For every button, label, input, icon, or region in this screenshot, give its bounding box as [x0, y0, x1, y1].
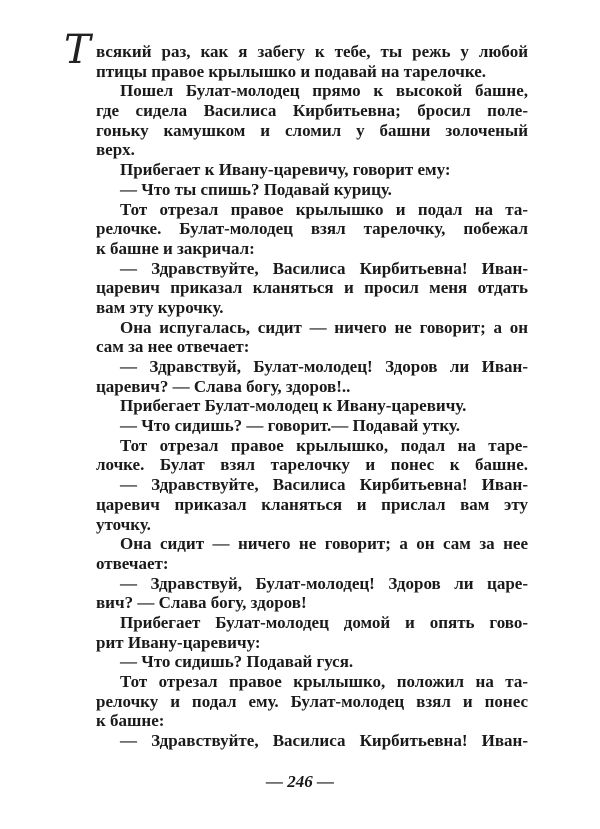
text-line: к башне: — [96, 711, 165, 731]
text-line: птицы правое крылышко и подавай на тарелочке. — [96, 61, 487, 81]
text-line: Тот отрезал правое крылышко, подал на таре- — [120, 435, 528, 455]
text-line: Она испугалась, сидит — ничего не говорит; а он — [120, 317, 528, 337]
text-line: — Здравствуй, Булат-молодец! Здоров ли царе- — [120, 573, 528, 593]
text-line: где сидела Василиса Кирбитьевна; бросил поле- — [96, 101, 528, 121]
text-line: царевич приказал кланяться и прислал вам эту — [96, 494, 528, 514]
text-line: — Здравствуй, Булат-молодец! Здоров ли Иван- — [120, 357, 528, 376]
text-line: царевич? — Слава богу, здоров!.. — [96, 376, 351, 396]
text-line: Тот отрезал правое крылышко, положил на та- — [120, 672, 528, 691]
text-line: Прибегает Булат-молодец домой и опять гово- — [120, 612, 528, 632]
text-line: — Здравствуйте, Василиса Кирбитьевна! Иван- — [120, 731, 528, 751]
text-line: сам за нее отвечает: — [96, 337, 250, 357]
text-line: верх. — [96, 140, 135, 160]
text-line: лочке. Булат взял тарелочку и понес к башне. — [96, 455, 528, 475]
text-line: — Что сидишь? — говорит.— Подавай утку. — [120, 416, 460, 436]
text-line: гоньку камушком и сломил у башни золоченый — [96, 120, 528, 140]
text-line: к башне и закричал: — [96, 238, 255, 258]
text-line: рит Ивану-царевичу: — [96, 632, 261, 652]
text-line: Прибегает Булат-молодец к Ивану-царевичу. — [120, 396, 467, 416]
text-line: отвечает: — [96, 553, 169, 573]
text-line: Пошел Булат-молодец прямо к высокой башне, — [120, 81, 528, 101]
text-line: уточку. — [96, 514, 151, 534]
ornamental-drop-cap: Т — [64, 27, 91, 73]
text-line: вич? — Слава богу, здоров! — [96, 593, 307, 613]
text-line: всякий раз, как я забегу к тебе, ты режь у любой — [96, 42, 528, 61]
text-line: — Что сидишь? Подавай гуся. — [120, 652, 354, 672]
text-line: — Что ты спишь? Подавай курицу. — [120, 179, 392, 199]
text-line: вам эту курочку. — [96, 297, 224, 317]
text-line: Она сидит — ничего не говорит; а он сам за нее — [120, 534, 528, 554]
text-line: Тот отрезал правое крылышко и подал на та- — [120, 199, 528, 219]
text-line: релочку и подал ему. Булат-молодец взял и понес — [96, 691, 528, 711]
text-line: — Здравствуйте, Василиса Кирбитьевна! Иван- — [120, 475, 528, 495]
page-number: — 246 — — [266, 772, 334, 791]
text-line: — Здравствуйте, Василиса Кирбитьевна! Иван- — [120, 258, 528, 278]
text-line: царевич приказал кланяться и просил меня отдать — [96, 278, 528, 298]
text-line: Прибегает к Ивану-царевичу, говорит ему: — [120, 160, 451, 180]
body-text — [96, 42, 528, 751]
text-line: релочке. Булат-молодец взял тарелочку, побежал — [96, 219, 528, 239]
